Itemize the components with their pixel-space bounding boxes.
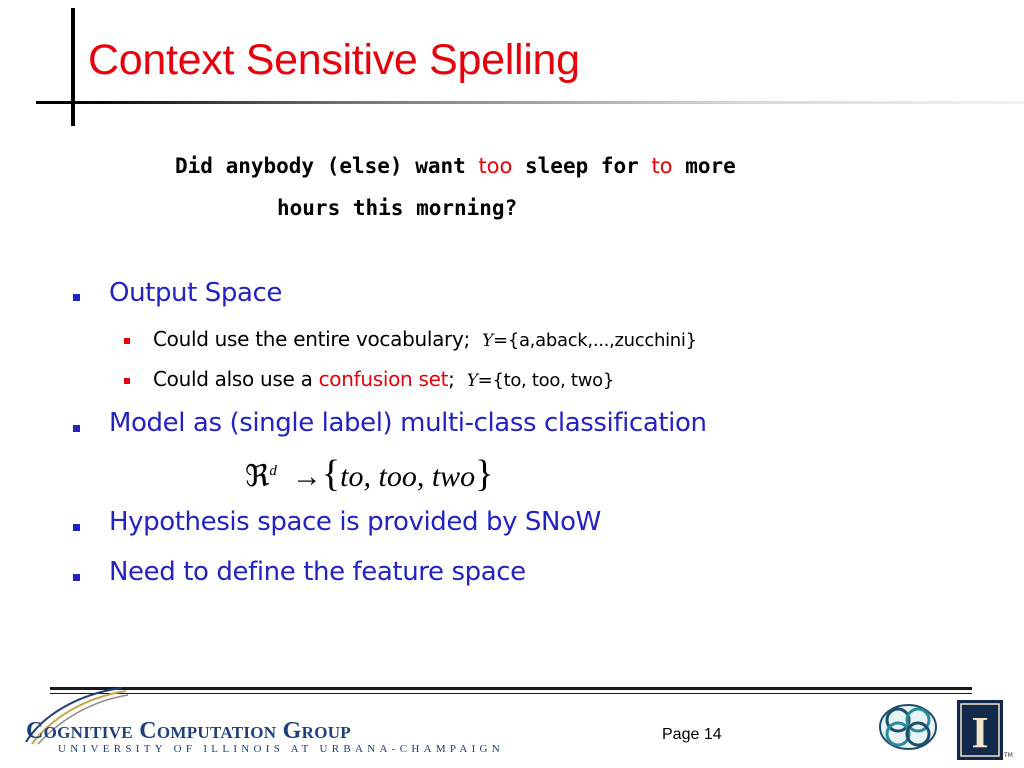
arrow-symbol: → bbox=[291, 460, 322, 493]
example-sentence-line-1 bbox=[175, 154, 736, 178]
university-name: UNIVERSITY OF ILLINOIS AT URBANA-CHAMPAIGN bbox=[58, 743, 505, 755]
illinois-letter: I bbox=[971, 708, 989, 757]
bullet-feature-space: Need to define the feature space bbox=[109, 557, 526, 587]
confusion-set-highlight: confusion set bbox=[318, 367, 449, 391]
sub-bullet-vocabulary bbox=[153, 327, 697, 351]
dimension-exponent: d bbox=[269, 463, 277, 479]
title-vertical-rule bbox=[71, 8, 75, 126]
close-brace: } bbox=[475, 453, 494, 495]
rings-logo-icon bbox=[876, 700, 940, 754]
bullet-icon bbox=[73, 425, 80, 432]
slide-title: Context Sensitive Spelling bbox=[88, 36, 580, 84]
bullet-hypothesis: Hypothesis space is provided by SNoW bbox=[109, 507, 601, 537]
example-highlight-to: to bbox=[651, 154, 673, 178]
open-brace: { bbox=[321, 453, 341, 495]
example-highlight-too: too bbox=[478, 154, 513, 178]
variable-y: Y bbox=[482, 331, 494, 351]
illinois-i-logo-icon bbox=[957, 700, 1003, 760]
footer-rule bbox=[50, 687, 972, 690]
sub-bullet-text: ; bbox=[448, 367, 455, 391]
mapping-formula bbox=[245, 452, 493, 496]
example-text: Did anybody (else) want bbox=[175, 154, 479, 178]
confusion-set-values: ={to, too, two} bbox=[477, 370, 614, 391]
bullet-icon bbox=[73, 294, 80, 301]
trademark-mark: TM bbox=[1004, 752, 1013, 759]
reals-symbol: ℜ bbox=[245, 460, 270, 493]
sub-bullet-confusion-set bbox=[153, 367, 614, 391]
page-number: Page 14 bbox=[662, 726, 722, 743]
sub-bullet-text: Could also use a bbox=[153, 367, 319, 391]
title-rule-fade bbox=[76, 101, 1024, 104]
example-sentence-line-2: hours this morning? bbox=[277, 196, 518, 220]
bullet-icon bbox=[73, 524, 80, 531]
sub-bullet-text: Could use the entire vocabulary; bbox=[153, 327, 470, 351]
label-set: to, too, two bbox=[340, 460, 476, 493]
bullet-model: Model as (single label) multi-class classification bbox=[109, 408, 707, 438]
example-text: more bbox=[672, 154, 736, 178]
variable-y: Y bbox=[466, 371, 478, 391]
bullet-icon bbox=[73, 574, 80, 581]
bullet-output-space: Output Space bbox=[109, 278, 283, 308]
sub-bullet-icon bbox=[124, 338, 130, 344]
title-rule-left bbox=[36, 101, 76, 104]
footer-rule-thin bbox=[50, 693, 972, 694]
sub-bullet-icon bbox=[124, 378, 130, 384]
example-text: sleep for bbox=[512, 154, 652, 178]
vocabulary-set: ={a,aback,...,zucchini} bbox=[493, 330, 697, 351]
cognitive-computation-group-logo: Cognitive Computation Group bbox=[26, 718, 351, 744]
